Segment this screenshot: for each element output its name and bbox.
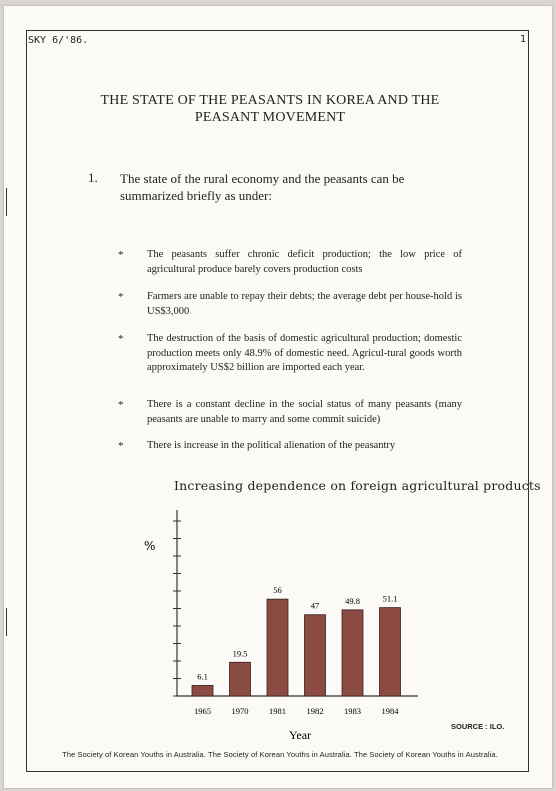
x-tick-labels <box>194 706 399 716</box>
bullet-text: The peasants suffer chronic deficit production; the low price of agricultural produce barely covers production costs <box>147 249 462 275</box>
document-reference: SKY 6/'86. <box>28 35 89 46</box>
title-line-1: THE STATE OF THE PEASANTS IN KOREA AND THE <box>100 93 440 108</box>
bullet-text: There is increase in the political alienation of the peasantry <box>147 440 396 451</box>
section-number: 1. <box>88 170 98 185</box>
x-tick-label-1981: 1981 <box>269 706 286 716</box>
margin-mark <box>0 608 7 636</box>
chart-bars <box>192 599 401 696</box>
page-number: 1 <box>519 34 526 45</box>
page-footer: The Society of Korean Youths in Australia. The Society of Korean Youths in Australia. The Society of Korean Youths in Australia. <box>62 750 498 759</box>
bullet-text: There is a constant decline in the social status of many peasants (many peasants are unable to marry and some commit suicide) <box>147 399 462 425</box>
value-label-1970: 19.5 <box>232 648 248 659</box>
bullet-symbol: * <box>118 440 124 452</box>
bullet-text: The destruction of the basis of domestic agricultural production; domestic production meets only 48.9% of domestic need. Agricul-tural goods worth approximately US$2 billion are imported each year. <box>147 333 462 373</box>
y-axis-label: % <box>144 539 156 553</box>
x-axis-label: Year <box>288 728 312 742</box>
value-label-1981: 56 <box>273 585 282 596</box>
bar-1982 <box>305 615 326 696</box>
value-labels <box>197 585 397 681</box>
x-tick-label-1965: 1965 <box>194 706 211 716</box>
chart-title: Increasing dependence on foreign agricultural products <box>174 478 541 493</box>
bullet-text: Farmers are unable to repay their debts; the average debt per house-hold is US$3,000 <box>147 291 462 317</box>
bar-1981 <box>267 599 288 696</box>
x-tick-label-1970: 1970 <box>231 706 249 716</box>
bullet-symbol: * <box>118 333 124 345</box>
value-label-1982: 47 <box>310 600 320 611</box>
chart-source: SOURCE : ILO. <box>451 722 505 731</box>
bar-1970 <box>230 662 251 696</box>
margin-mark <box>0 188 7 216</box>
x-tick-label-1983: 1983 <box>344 706 361 716</box>
x-tick-label-1984: 1984 <box>381 706 399 716</box>
x-tick-label-1982: 1982 <box>306 706 324 716</box>
bar-1984 <box>380 608 401 696</box>
bar-1965 <box>192 685 213 696</box>
bar-1983 <box>342 610 363 696</box>
value-label-1983: 49.8 <box>345 595 360 606</box>
chart <box>130 500 430 745</box>
value-label-1984: 51.1 <box>382 593 398 604</box>
bullet-symbol: * <box>118 249 124 261</box>
value-label-1965: 6.1 <box>197 671 208 682</box>
title-line-2: PEASANT MOVEMENT <box>194 110 346 125</box>
document-title <box>70 92 470 126</box>
bullet-symbol: * <box>118 291 124 303</box>
section-intro: The state of the rural economy and the peasants can be summarized briefly as under: <box>120 171 405 203</box>
bullet-symbol: * <box>118 399 124 411</box>
